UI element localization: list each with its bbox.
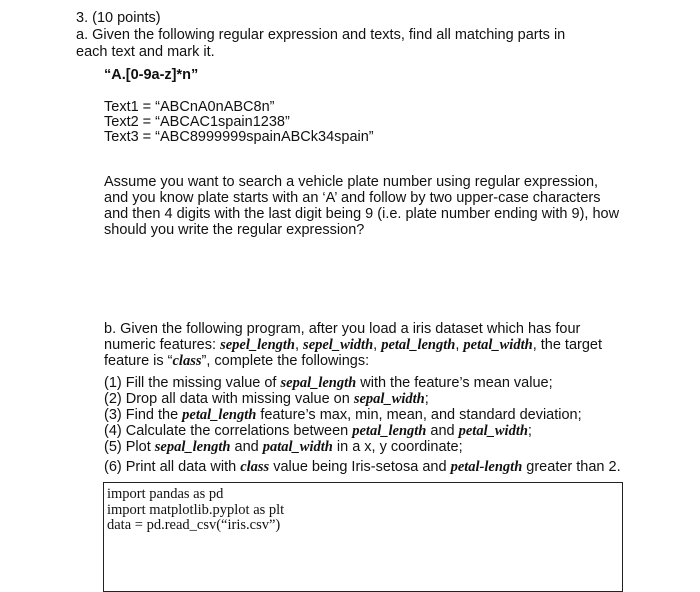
task-5-prefix: (5) Plot [104,439,155,455]
task-5-term-2: patal_width [262,439,333,455]
text1-line: Text1 = “ABCnA0nABC8n” [104,99,275,115]
feature-petal-width: petal_width [463,337,533,353]
feature-sepel-width: sepel_width [303,337,374,353]
task-4-prefix: (4) Calculate the correlations between [104,423,353,439]
feature-petal-length: petal_length [381,337,456,353]
task-2-suffix: ; [424,391,429,407]
code-line-3: data = pd.read_csv(“iris.csv”) [107,517,281,533]
regex-expression: “A.[0-9a-z]*n” [104,67,199,83]
task-3-suffix: feature’s max, min, mean, and standard deviation; [256,407,582,423]
target-feature: class [172,353,202,369]
plate-question-line-3: and then 4 digits with the last digit being 9 (i.e. plate number ending with 9), how [104,206,620,222]
part-b-intro-line-3 [104,353,369,370]
text2-line: Text2 = “ABCAC1spain1238” [104,114,290,130]
code-box [103,482,623,592]
code-line-2: import matplotlib.pyplot as plt [107,501,285,518]
task-5-suffix: in a x, y coordinate; [332,439,463,455]
plate-question-line-2: and you know plate starts with an ‘A’ and follow by two upper-case characters [104,190,601,206]
task-1-prefix: (1) Fill the missing value of [104,375,281,391]
task-6-term-2: petal-length [450,459,523,475]
task-6-mid: value being Iris-setosa and [269,459,451,475]
features-suffix: , the target [532,337,603,353]
features-separator: , [373,337,382,353]
text3-line: Text3 = “ABC8999999spainABCk34spain” [104,129,374,145]
target-prefix: feature is “ [104,353,173,369]
plate-question-line-4: should you write the regular expression? [104,222,365,238]
task-4-mid: and [426,423,459,439]
task-1-suffix: with the feature’s mean value; [356,375,553,391]
task-5 [104,439,463,456]
task-3-prefix: (3) Find the [104,407,183,423]
code-line-1: import pandas as pd [107,486,224,502]
task-3 [104,407,582,424]
plate-question-line-1: Assume you want to search a vehicle plate number using regular expression, [104,174,599,190]
features-prefix: numeric features: [104,337,221,353]
part-a-intro-line-1: a. Given the following regular expression and texts, find all matching parts in [76,27,566,43]
task-1-term: sepal_length [280,375,357,391]
task-4-suffix: ; [527,423,532,439]
question-heading: 3. (10 points) [76,10,161,26]
task-6-suffix: greater than 2. [522,459,621,475]
task-2-term: sepal_width [353,391,425,407]
task-5-term-1: sepal_length [154,439,231,455]
task-6-prefix: (6) Print all data with [104,459,241,475]
task-6 [104,459,621,476]
features-separator: , [455,337,464,353]
task-2-prefix: (2) Drop all data with missing value on [104,391,354,407]
task-3-term: petal_length [182,407,257,423]
task-2 [104,391,429,408]
task-4-term-1: petal_length [352,423,427,439]
part-b-intro-line-1: b. Given the following program, after you load a iris dataset which has four [104,321,581,337]
task-6-term-1: class [240,459,270,475]
features-separator: , [294,337,304,353]
task-4-term-2: petal_width [458,423,528,439]
feature-sepel-length: sepel_length [220,337,295,353]
task-5-mid: and [230,439,263,455]
part-b-intro-line-2 [104,337,602,354]
target-suffix: ”, complete the followings: [201,353,370,369]
task-4 [104,423,532,440]
task-1 [104,375,553,392]
part-a-intro-line-2: each text and mark it. [76,44,215,60]
